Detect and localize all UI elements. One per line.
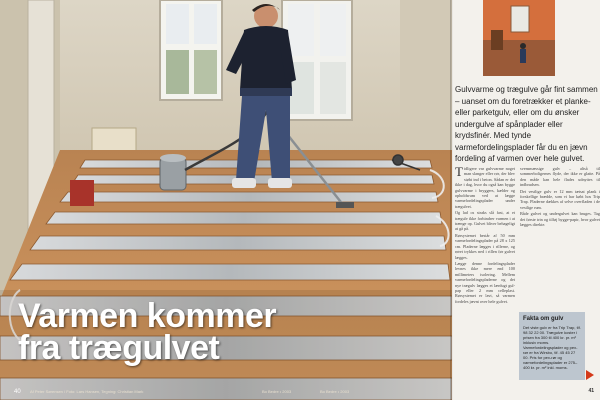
fact-box-title: Fakta om gulv bbox=[523, 316, 564, 322]
next-page-arrow-icon bbox=[586, 370, 594, 380]
paragraph: Tidligere var gulvvarme noget man slanger eller rør, der blev støbt ind i beton. Sådan er det ikke i dag, hvor du også kan bygge gulvvarme i bryggers, kælder og opholdsrum ved at lægge varmefordelingsplader under trægulvet. bbox=[455, 166, 515, 209]
page-number-left: 40 bbox=[14, 389, 21, 395]
headline-line-1: Varmen kommer bbox=[18, 297, 277, 335]
paragraph: Rørsystemet består af 50 mm varmefordelingsplader på 28 x 125 cm. Pladerne lægges i rillerne, og røret trykkes ned i rillen før gulvet lægges. bbox=[455, 232, 515, 260]
body-column-1 bbox=[455, 166, 515, 386]
issue-footer-right: Bo Bedre • 2003 bbox=[320, 389, 350, 394]
body-column-2 bbox=[520, 166, 600, 306]
page-gutter bbox=[450, 0, 453, 400]
page-number-right: 41 bbox=[588, 388, 594, 394]
headline-line-2: fra trægulvet bbox=[18, 329, 220, 367]
paragraph: Og lad os straks slå fast, at et trægulv ikke forhindrer varmen i at trænge op. Gulvet bliver behageligt at gå på. bbox=[455, 210, 515, 232]
photo-credit: Af Peter Sørensen / Foto: Lars Hansen, Tegning: Christian Mark bbox=[30, 389, 144, 394]
paragraph: svensmæssige gulv – altså til sommerboligernes flyde, der ikke er glatte. På den måde kan hele flades udnyttes til indbrudsen. bbox=[520, 166, 600, 188]
paragraph: Lægge denne fordelingsplader levnes ikke mere end 100 millimeters isolering. Mellem varmefordelingspladerne og det nye trægulv lægges et lærdugt gul-pap eller 2 mm celleplast. Rørsystemet er lavt, så varmen fordeles jævnt over hele gulvet. bbox=[455, 260, 515, 304]
fact-box bbox=[519, 312, 585, 380]
drop-cap: T bbox=[455, 166, 463, 179]
intro-lead: Gulvvarme og trægulve går fint sammen – uanset om du foretrækker et planke- eller parketgulv, eller om du ønsker undergulve af spånplader eller krydsfinér. Med tynde varmefordelingsplader får du en jævn fordeling af varmen over hele gulvet. bbox=[455, 85, 598, 163]
issue-footer-left: Bo Bedre • 2003 bbox=[262, 389, 292, 394]
paragraph: Både gulvet og undergulvet kan bruges. Tag det første trin og tilføj bygge-papir, hvor gulvet lægges direkte. bbox=[520, 211, 600, 228]
paragraph: Det vestlige gulv er 12 mm tætsat plank i forskellige brædde, som vi har købt hos Trip Trap. Pladerne dækkes af selve overfladen i de vestlige rum. bbox=[520, 188, 600, 210]
fact-box-body: Det viste gulv er fra Trip Trap, tlf. 98 32 22 00. Trægulve koster i prisen fra 300 til 400 kr. pr. m² inklusiv moms. Varmefordelingsplader og pex-rør er fra Wirsbo, tlf. 45 45 27 00. Pris for pex-rør og varmefordelingsplader er 275–400 kr. pr. m² inkl. moms. bbox=[523, 325, 581, 370]
headline bbox=[18, 297, 277, 367]
inset-photo bbox=[483, 0, 555, 76]
